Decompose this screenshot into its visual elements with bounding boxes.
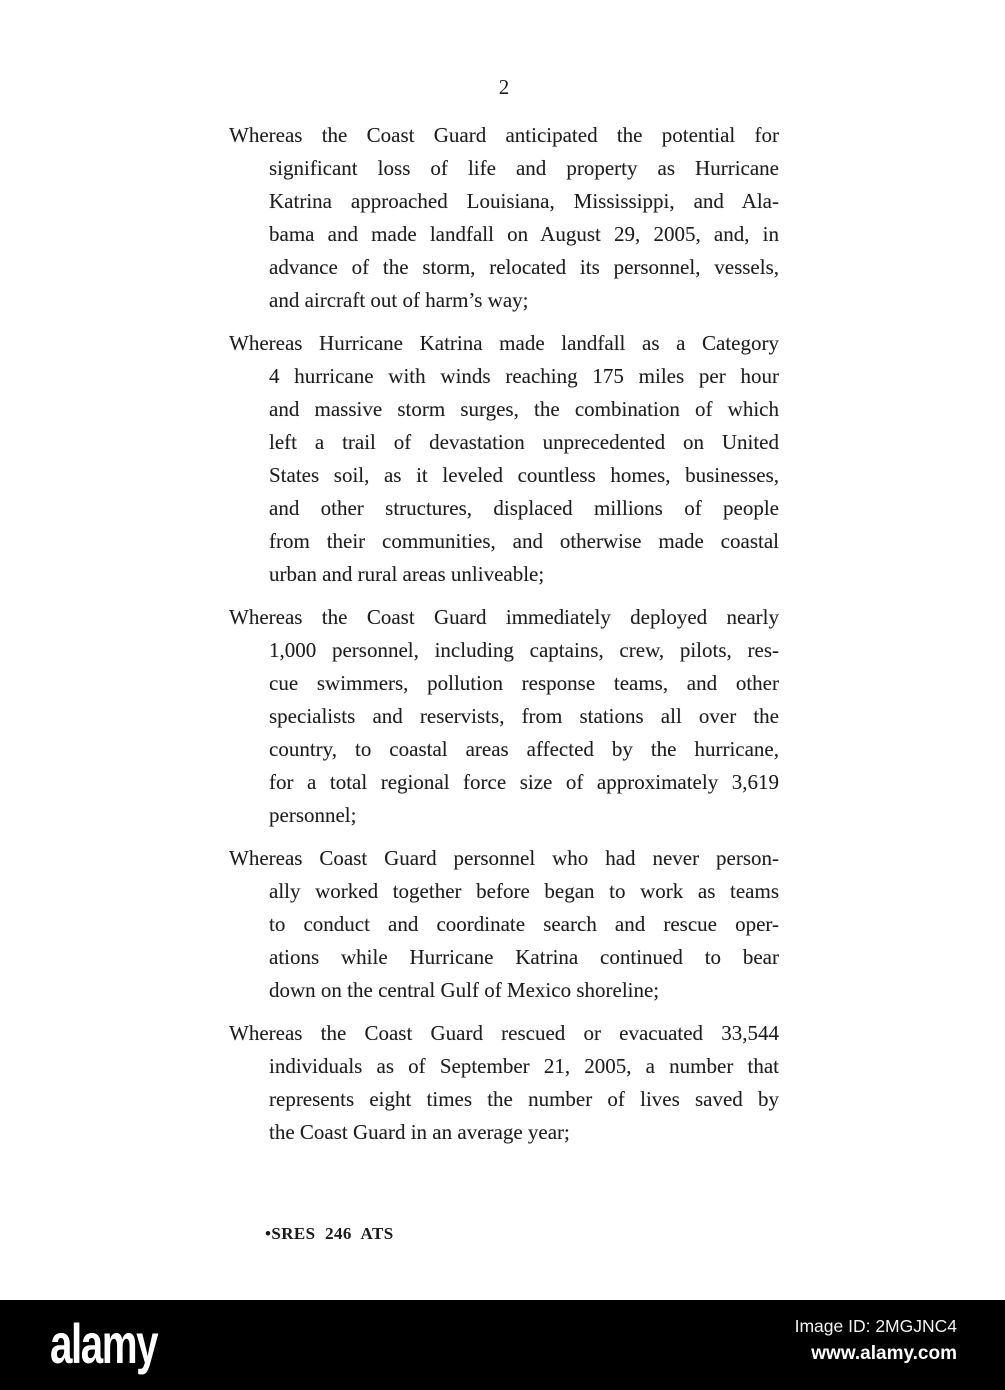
document-body bbox=[229, 119, 779, 1159]
text-line: Whereas the Coast Guard anticipated the potential for bbox=[229, 123, 779, 147]
text-line: and other structures, displaced millions of people bbox=[269, 496, 779, 520]
page-number: 2 bbox=[498, 75, 510, 99]
text-line: Whereas Hurricane Katrina made landfall as a Category bbox=[229, 331, 779, 355]
text-line: and massive storm surges, the combination of which bbox=[269, 397, 779, 421]
text-line: and aircraft out of harm’s way; bbox=[269, 288, 529, 312]
text-line: bama and made landfall on August 29, 2005, and, in bbox=[269, 222, 779, 246]
text-line: ally worked together before began to work as teams bbox=[269, 879, 779, 903]
text-line: ations while Hurricane Katrina continued to bear bbox=[269, 945, 779, 969]
text-line: Katrina approached Louisiana, Mississippi, and Ala- bbox=[269, 189, 779, 213]
text-line: Whereas Coast Guard personnel who had never person- bbox=[229, 846, 779, 870]
text-line: to conduct and coordinate search and rescue oper- bbox=[269, 912, 779, 936]
alamy-url-label: www.alamy.com bbox=[811, 1343, 957, 1364]
watermark-meta bbox=[795, 1316, 957, 1365]
alamy-logo: alamy bbox=[50, 1312, 158, 1375]
text-line: 4 hurricane with winds reaching 175 miles per hour bbox=[269, 364, 779, 388]
text-line: cue swimmers, pollution response teams, and other bbox=[269, 671, 779, 695]
text-line: States soil, as it leveled countless homes, businesses, bbox=[269, 463, 779, 487]
text-line: from their communities, and otherwise made coastal bbox=[269, 529, 779, 553]
text-line: 1,000 personnel, including captains, crew, pilots, res- bbox=[269, 638, 779, 662]
whereas-clause bbox=[229, 601, 779, 832]
text-line: Whereas the Coast Guard immediately deployed nearly bbox=[229, 605, 779, 629]
text-line: represents eight times the number of lives saved by bbox=[269, 1087, 779, 1111]
whereas-clause bbox=[229, 119, 779, 317]
text-line: significant loss of life and property as Hurricane bbox=[269, 156, 779, 180]
text-line: specialists and reservists, from stations all over the bbox=[269, 704, 779, 728]
text-line: advance of the storm, relocated its personnel, vessels, bbox=[269, 255, 779, 279]
watermark-bar bbox=[0, 1300, 1005, 1390]
text-line: down on the central Gulf of Mexico shoreline; bbox=[269, 978, 660, 1002]
whereas-clause bbox=[229, 842, 779, 1007]
text-line: for a total regional force size of approximately 3,619 bbox=[269, 770, 779, 794]
text-line: individuals as of September 21, 2005, a number that bbox=[269, 1054, 779, 1078]
text-line: personnel; bbox=[269, 803, 357, 827]
text-line: left a trail of devastation unprecedented on United bbox=[269, 430, 779, 454]
whereas-clause bbox=[229, 1017, 779, 1149]
text-line: Whereas the Coast Guard rescued or evacuated 33,544 bbox=[229, 1021, 779, 1045]
text-line: country, to coastal areas affected by the hurricane, bbox=[269, 737, 779, 761]
text-line: urban and rural areas unliveable; bbox=[269, 562, 545, 586]
image-id-label: Image ID: 2MGJNC4 bbox=[794, 1316, 957, 1336]
whereas-clause bbox=[229, 327, 779, 591]
footer-docket-label: •SRES 246 ATS bbox=[265, 1224, 394, 1243]
text-line: the Coast Guard in an average year; bbox=[269, 1120, 570, 1144]
